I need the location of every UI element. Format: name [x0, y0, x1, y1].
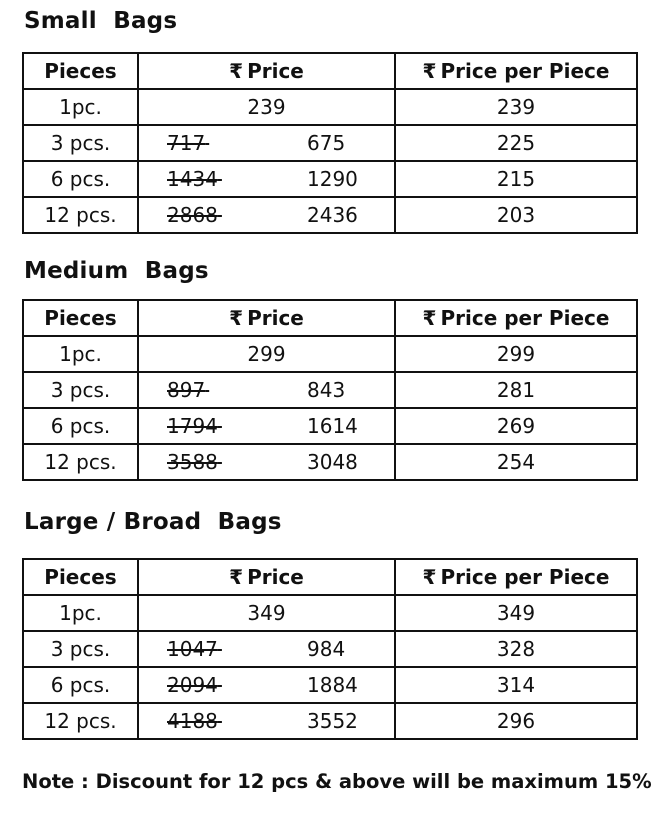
header-price: ₹ Price — [138, 559, 395, 595]
table-row — [23, 667, 637, 703]
per-piece-cell: 225 — [395, 125, 637, 161]
section-title-medium-bags: Medium Bags — [24, 258, 209, 284]
pieces-cell: 1pc. — [23, 89, 138, 125]
table-row — [23, 444, 637, 480]
table-header-row — [23, 300, 637, 336]
old-price: 717 — [167, 131, 206, 155]
price-cell — [138, 408, 395, 444]
section-title-large-broad-bags: Large / Broad Bags — [24, 509, 282, 535]
header-pieces: Pieces — [23, 53, 138, 89]
price-cell — [138, 125, 395, 161]
price-cell — [138, 667, 395, 703]
table-row — [23, 595, 637, 631]
table-row — [23, 197, 637, 233]
price-cell — [138, 197, 395, 233]
rupee-icon: ₹ — [422, 306, 437, 330]
price-cell — [138, 372, 395, 408]
discount-note: Note : Discount for 12 pcs & above will be maximum 15% — [22, 770, 652, 793]
table-row — [23, 89, 637, 125]
price-table-medium-bags — [22, 299, 638, 481]
per-piece-cell: 296 — [395, 703, 637, 739]
pieces-cell: 3 pcs. — [23, 125, 138, 161]
discounted-price: 3552 — [307, 709, 358, 733]
table-row — [23, 703, 637, 739]
header-price-per-piece: ₹ Price per Piece — [395, 300, 637, 336]
pieces-cell: 1pc. — [23, 336, 138, 372]
per-piece-cell: 239 — [395, 89, 637, 125]
discounted-price: 675 — [307, 131, 346, 155]
old-price: 1434 — [167, 167, 218, 191]
table-row — [23, 372, 637, 408]
rupee-icon: ₹ — [422, 565, 437, 589]
pieces-cell: 6 pcs. — [23, 161, 138, 197]
price-cell: 349 — [138, 595, 395, 631]
discounted-price: 1290 — [307, 167, 358, 191]
table-row — [23, 161, 637, 197]
table-row — [23, 125, 637, 161]
rupee-icon: ₹ — [422, 59, 437, 83]
table-header-row — [23, 53, 637, 89]
header-price: ₹ Price — [138, 300, 395, 336]
old-price: 2868 — [167, 203, 218, 227]
table-row — [23, 408, 637, 444]
price-table-small-bags — [22, 52, 638, 234]
per-piece-cell: 349 — [395, 595, 637, 631]
discounted-price: 1884 — [307, 673, 358, 697]
old-price: 897 — [167, 378, 206, 402]
per-piece-cell: 203 — [395, 197, 637, 233]
rupee-icon: ₹ — [229, 565, 244, 589]
per-piece-cell: 299 — [395, 336, 637, 372]
old-price: 2094 — [167, 673, 218, 697]
table-header-row — [23, 559, 637, 595]
header-price-per-piece: ₹ Price per Piece — [395, 559, 637, 595]
old-price: 1794 — [167, 414, 218, 438]
section-title-small-bags: Small Bags — [24, 8, 178, 34]
per-piece-cell: 269 — [395, 408, 637, 444]
discounted-price: 3048 — [307, 450, 358, 474]
per-piece-cell: 328 — [395, 631, 637, 667]
pieces-cell: 12 pcs. — [23, 703, 138, 739]
price-cell — [138, 703, 395, 739]
pieces-cell: 6 pcs. — [23, 667, 138, 703]
per-piece-cell: 254 — [395, 444, 637, 480]
header-price-per-piece: ₹ Price per Piece — [395, 53, 637, 89]
pieces-cell: 3 pcs. — [23, 372, 138, 408]
pieces-cell: 12 pcs. — [23, 444, 138, 480]
old-price: 1047 — [167, 637, 218, 661]
discounted-price: 2436 — [307, 203, 358, 227]
price-cell: 239 — [138, 89, 395, 125]
price-cell: 299 — [138, 336, 395, 372]
per-piece-cell: 215 — [395, 161, 637, 197]
table-row — [23, 631, 637, 667]
discounted-price: 1614 — [307, 414, 358, 438]
pieces-cell: 12 pcs. — [23, 197, 138, 233]
rupee-icon: ₹ — [229, 59, 244, 83]
header-pieces: Pieces — [23, 559, 138, 595]
pieces-cell: 1pc. — [23, 595, 138, 631]
pieces-cell: 3 pcs. — [23, 631, 138, 667]
pieces-cell: 6 pcs. — [23, 408, 138, 444]
price-table-large-broad-bags — [22, 558, 638, 740]
price-cell — [138, 631, 395, 667]
header-pieces: Pieces — [23, 300, 138, 336]
table-row — [23, 336, 637, 372]
price-cell — [138, 161, 395, 197]
per-piece-cell: 281 — [395, 372, 637, 408]
old-price: 3588 — [167, 450, 218, 474]
per-piece-cell: 314 — [395, 667, 637, 703]
discounted-price: 843 — [307, 378, 346, 402]
rupee-icon: ₹ — [229, 306, 244, 330]
discounted-price: 984 — [307, 637, 346, 661]
old-price: 4188 — [167, 709, 218, 733]
header-price: ₹ Price — [138, 53, 395, 89]
price-cell — [138, 444, 395, 480]
